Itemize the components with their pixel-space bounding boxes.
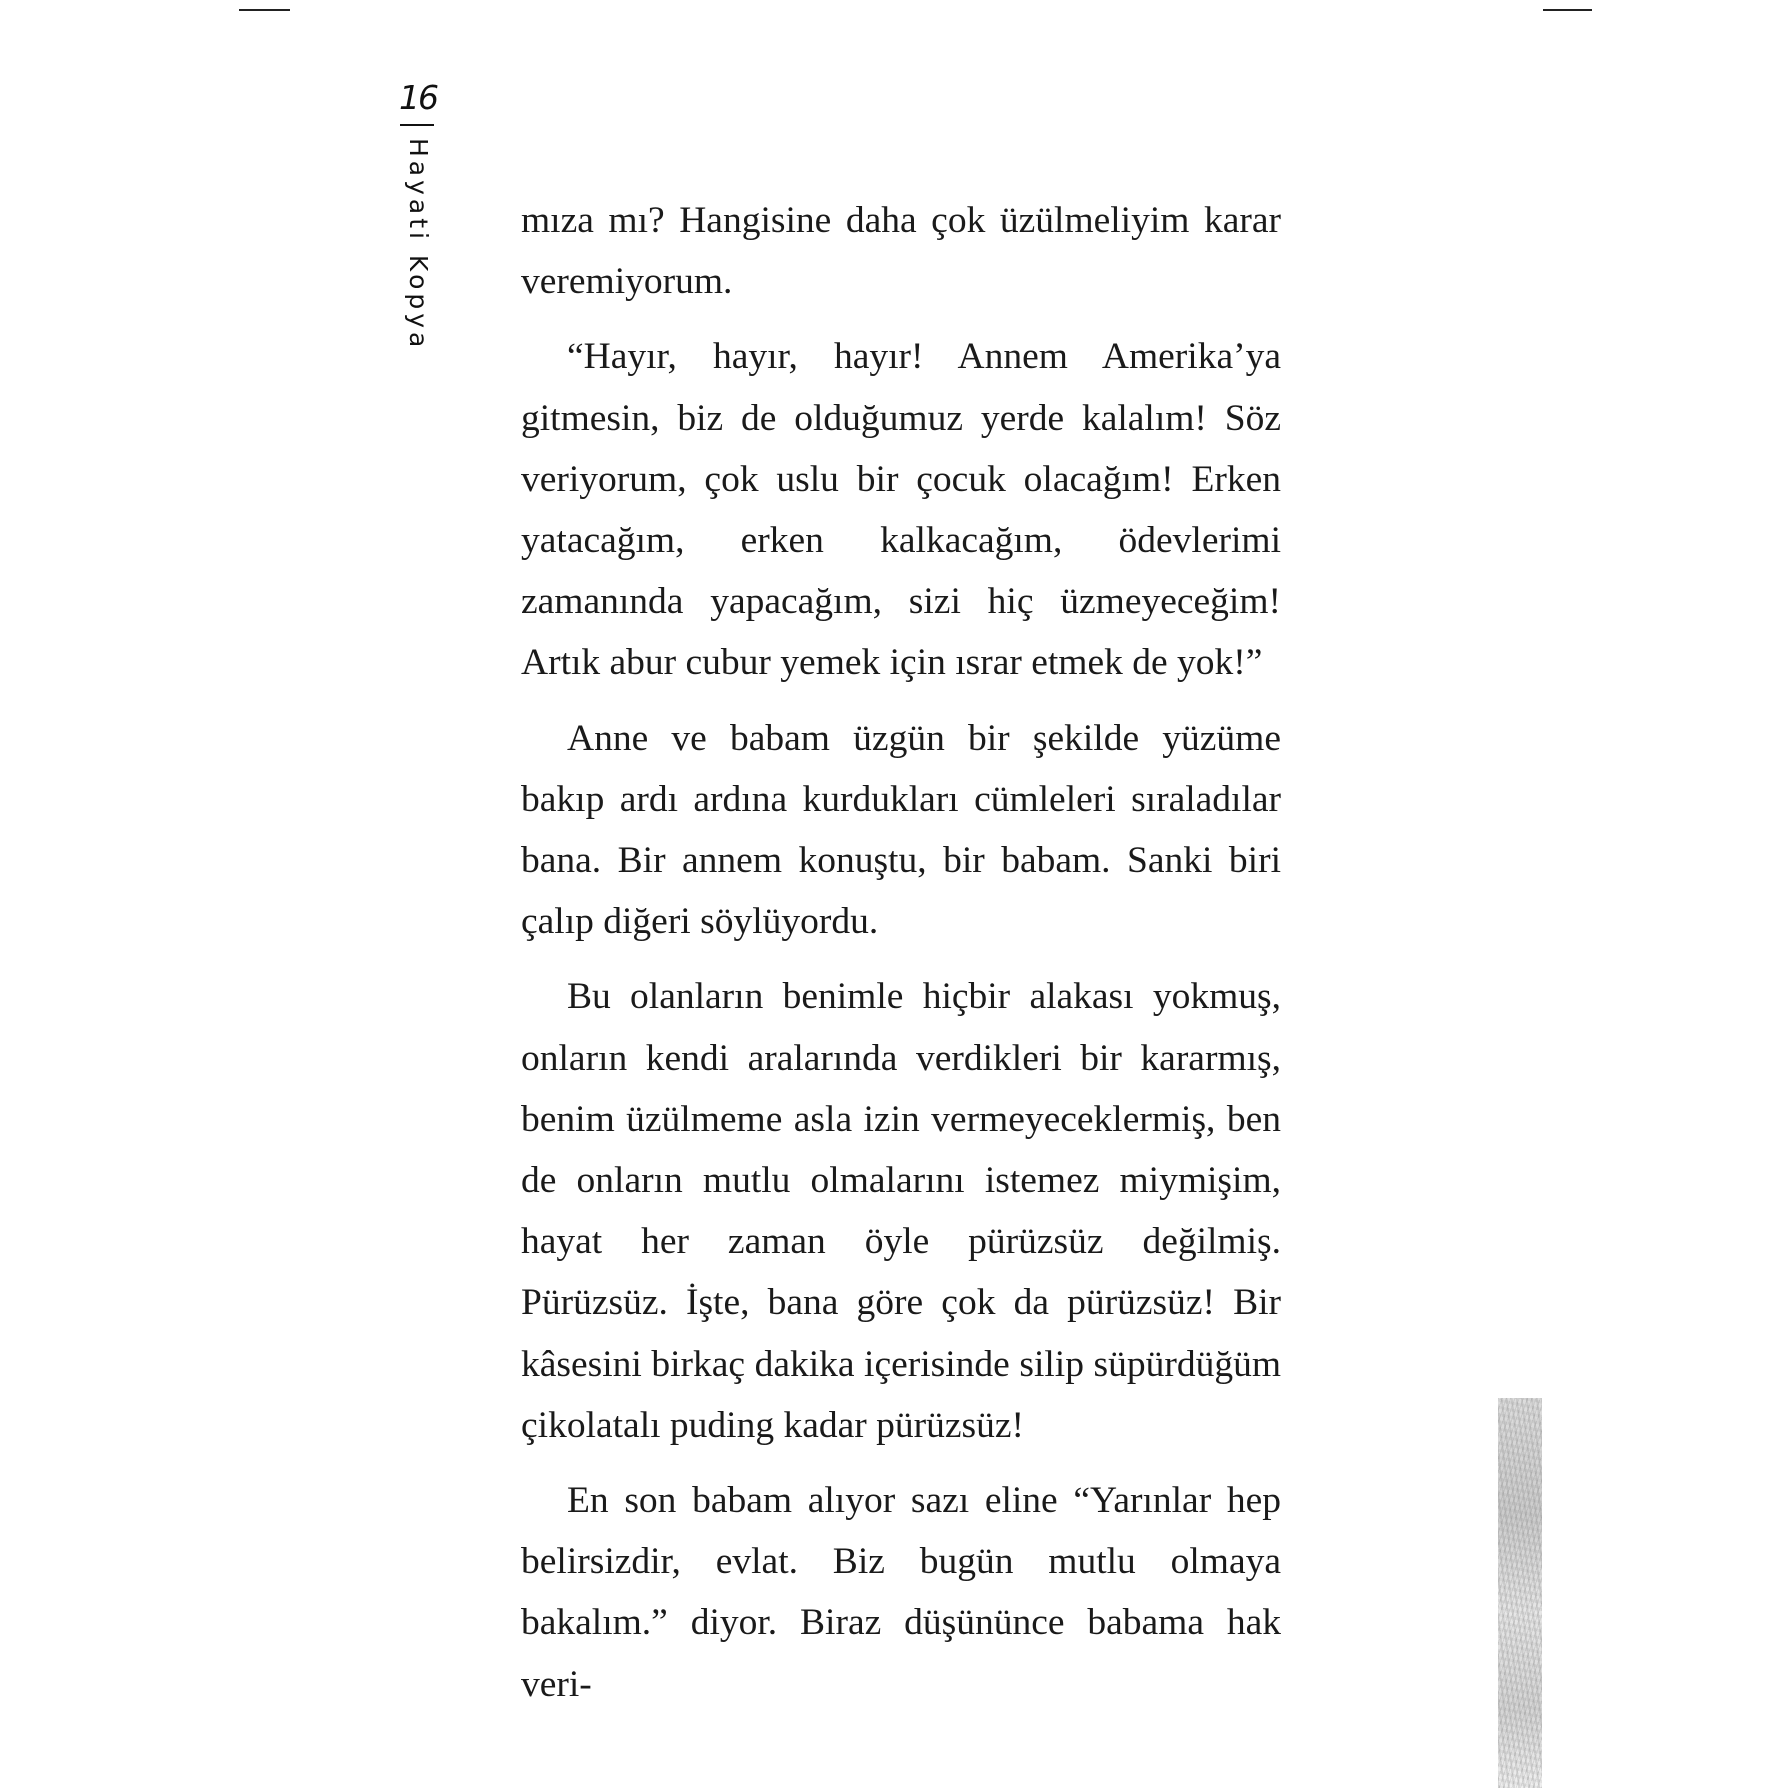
running-title: Hayati Kopya: [404, 138, 433, 352]
page-folio: [393, 78, 445, 378]
folio-divider: [400, 124, 434, 126]
paragraph-5: En son babam alıyor sazı eline “Yarınlar hep belirsizdir, evlat. Biz bugün mutlu olmaya bakalım.” diyor. Biraz düşününce babama hak veri-: [521, 1480, 1281, 1705]
body-text: [521, 190, 1281, 1729]
crop-mark-left: [239, 9, 290, 11]
paragraph-1: mıza mı? Hangisine daha çok üzülmeliyim karar veremiyorum.: [521, 200, 1281, 303]
page-edge-texture: [1498, 1398, 1542, 1788]
paragraph-2: “Hayır, hayır, hayır! Annem Amerika’ya gitmesin, biz de olduğumuz yerde kalalım! Söz veriyorum, çok uslu bir çocuk olacağım! Erken yatacağım, erken kalkacağım, ödevlerimi zamanında yapacağım, sizi hiç üzmeyeceğim! Artık abur cubur yemek için ısrar etmek de yok!”: [521, 336, 1281, 684]
paragraph-3: Anne ve babam üzgün bir şekilde yüzüme bakıp ardı ardına kurdukları cümleleri sıraladılar bana. Bir annem konuştu, bir babam. Sanki biri çalıp diğeri söylüyordu.: [521, 717, 1281, 943]
crop-mark-right: [1543, 9, 1592, 11]
paragraph-4: Bu olanların benimle hiçbir alakası yokmuş, onların kendi aralarında verdikleri bir kararmış, benim üzülmeme asla izin vermeyeceklermiş, ben de onların mutlu olmalarını istemez miymişim, hayat her zaman öyle pürüzsüz değilmiş. Pürüzsüz. İşte, bana göre çok da pürüzsüz! Bir kâsesini birkaç dakika içerisinde silip süpürdüğüm çikolatalı puding kadar pürüzsüz!: [521, 976, 1281, 1446]
page-number: 16: [399, 78, 437, 117]
